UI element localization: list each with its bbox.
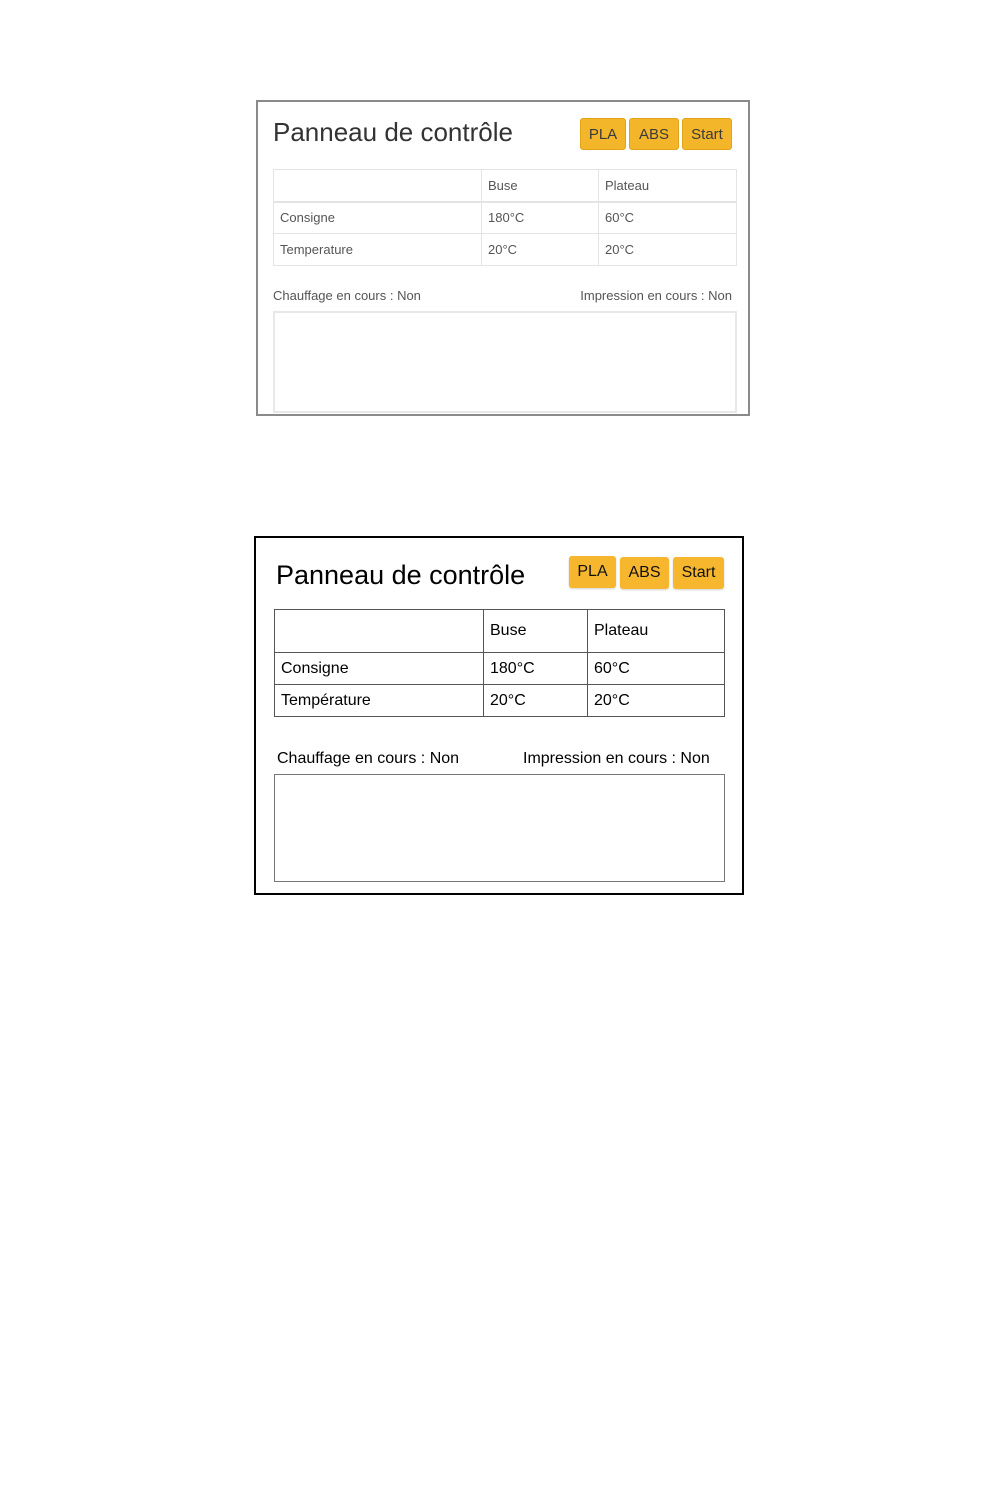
log-textarea[interactable] [274, 774, 725, 882]
plateau-value: 60°C [599, 202, 737, 234]
buse-value: 180°C [482, 202, 599, 234]
pla-button[interactable]: PLA [569, 556, 616, 588]
page-title: Panneau de contrôle [273, 117, 513, 147]
table-header-buse: Buse [482, 170, 599, 202]
plateau-value: 20°C [588, 685, 725, 717]
row-label: Consigne [275, 653, 484, 685]
log-textarea[interactable] [273, 311, 737, 413]
table-row-temperature [274, 234, 737, 266]
control-panel-mockup [254, 536, 744, 895]
plateau-value: 20°C [599, 234, 737, 266]
row-label: Temperature [274, 234, 482, 266]
buse-value: 20°C [482, 234, 599, 266]
table-header-plateau: Plateau [599, 170, 737, 202]
temperature-table [273, 169, 737, 266]
table-header-buse: Buse [484, 610, 588, 653]
abs-button[interactable]: ABS [629, 118, 679, 150]
buse-value: 180°C [484, 653, 588, 685]
table-header-row [275, 610, 725, 653]
table-header-row [274, 170, 737, 202]
abs-button[interactable]: ABS [620, 557, 669, 589]
plateau-value: 60°C [588, 653, 725, 685]
temperature-table [274, 609, 725, 717]
row-label: Température [275, 685, 484, 717]
printing-status: Impression en cours : Non [580, 288, 732, 303]
table-row-consigne [275, 653, 725, 685]
buse-value: 20°C [484, 685, 588, 717]
control-panel-screenshot [256, 100, 750, 416]
table-header-empty [275, 610, 484, 653]
table-header-plateau: Plateau [588, 610, 725, 653]
preset-button-group [580, 118, 732, 150]
table-header-empty [274, 170, 482, 202]
table-row-temperature [275, 685, 725, 717]
heating-status: Chauffage en cours : Non [277, 750, 460, 767]
start-button[interactable]: Start [673, 557, 724, 589]
printing-status: Impression en cours : Non [523, 750, 710, 767]
page-title: Panneau de contrôle [276, 560, 526, 590]
heating-status: Chauffage en cours : Non [273, 288, 421, 303]
pla-button[interactable]: PLA [580, 118, 626, 150]
start-button[interactable]: Start [682, 118, 732, 150]
row-label: Consigne [274, 202, 482, 234]
table-row-consigne [274, 202, 737, 234]
